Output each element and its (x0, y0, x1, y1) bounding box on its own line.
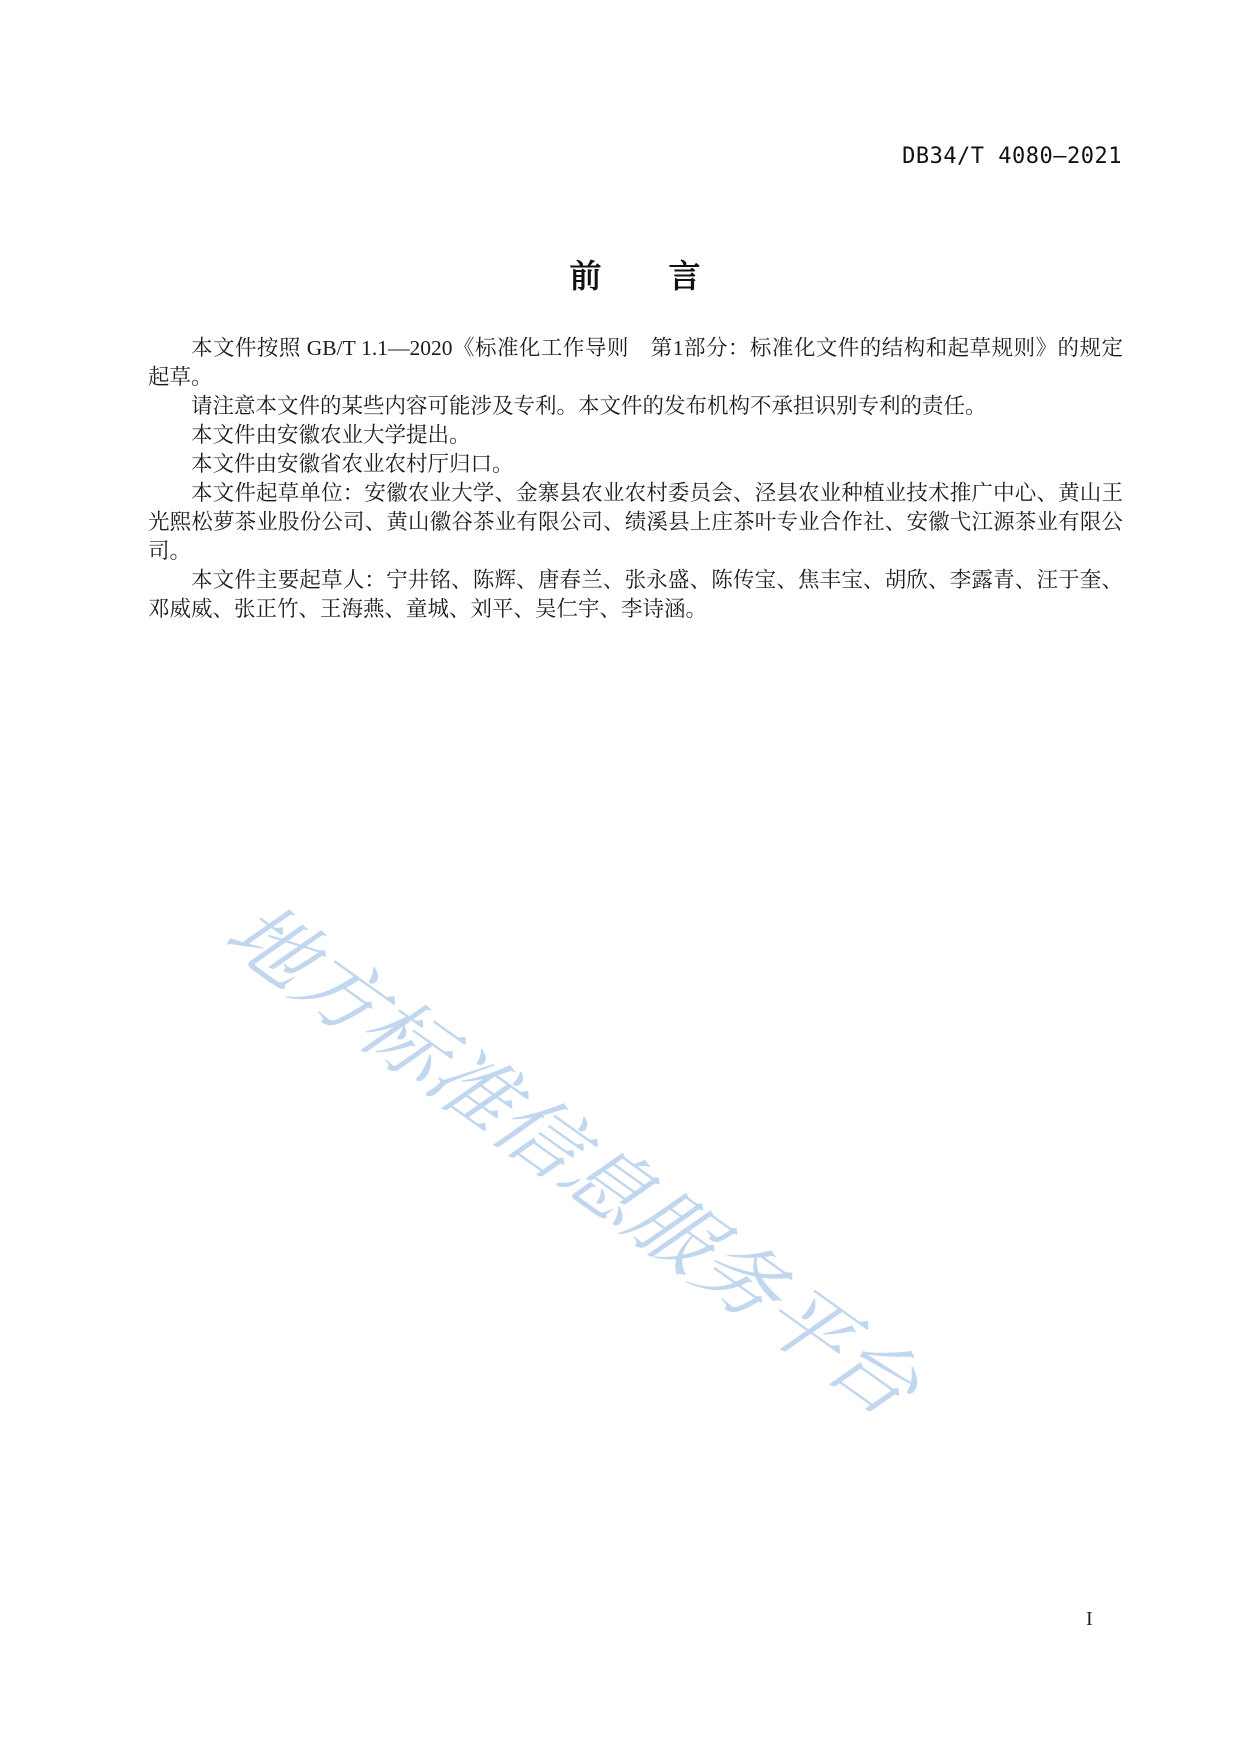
watermark-text: 地方标准信息服务平台 (208, 887, 937, 1432)
foreword-body (148, 334, 1123, 624)
page-title: 前 言 (569, 258, 702, 294)
page-number: I (1086, 1608, 1093, 1630)
paragraph-under-jurisdiction: 本文件由安徽省农业农村厅归口。 (191, 452, 514, 476)
paragraph-drafting-organizations: 本文件起草单位：安徽农业大学、金寨县农业农村委员会、泾县农业种植业技术推广中心、黄山王光熙松萝茶业股份公司、黄山徽谷茶业有限公司、绩溪县上庄茶叶专业合作社、安徽弋江源茶业有限公司。 (148, 481, 1123, 563)
paragraph-drafting-basis: 本文件按照 GB/T 1.1—2020《标准化工作导则 第1部分：标准化文件的结构和起草规则》的规定起草。 (148, 336, 1123, 389)
paragraph-patent-notice: 请注意本文件的某些内容可能涉及专利。本文件的发布机构不承担识别专利的责任。 (191, 394, 987, 418)
paragraph-proposed-by: 本文件由安徽农业大学提出。 (191, 423, 471, 447)
paragraph-main-drafters: 本文件主要起草人：宁井铭、陈辉、唐春兰、张永盛、陈传宝、焦丰宝、胡欣、李露青、汪于奎、邓威威、张正竹、王海燕、童城、刘平、吴仁宇、李诗涵。 (148, 568, 1123, 621)
standard-code: DB34/T 4080—2021 (902, 144, 1122, 169)
